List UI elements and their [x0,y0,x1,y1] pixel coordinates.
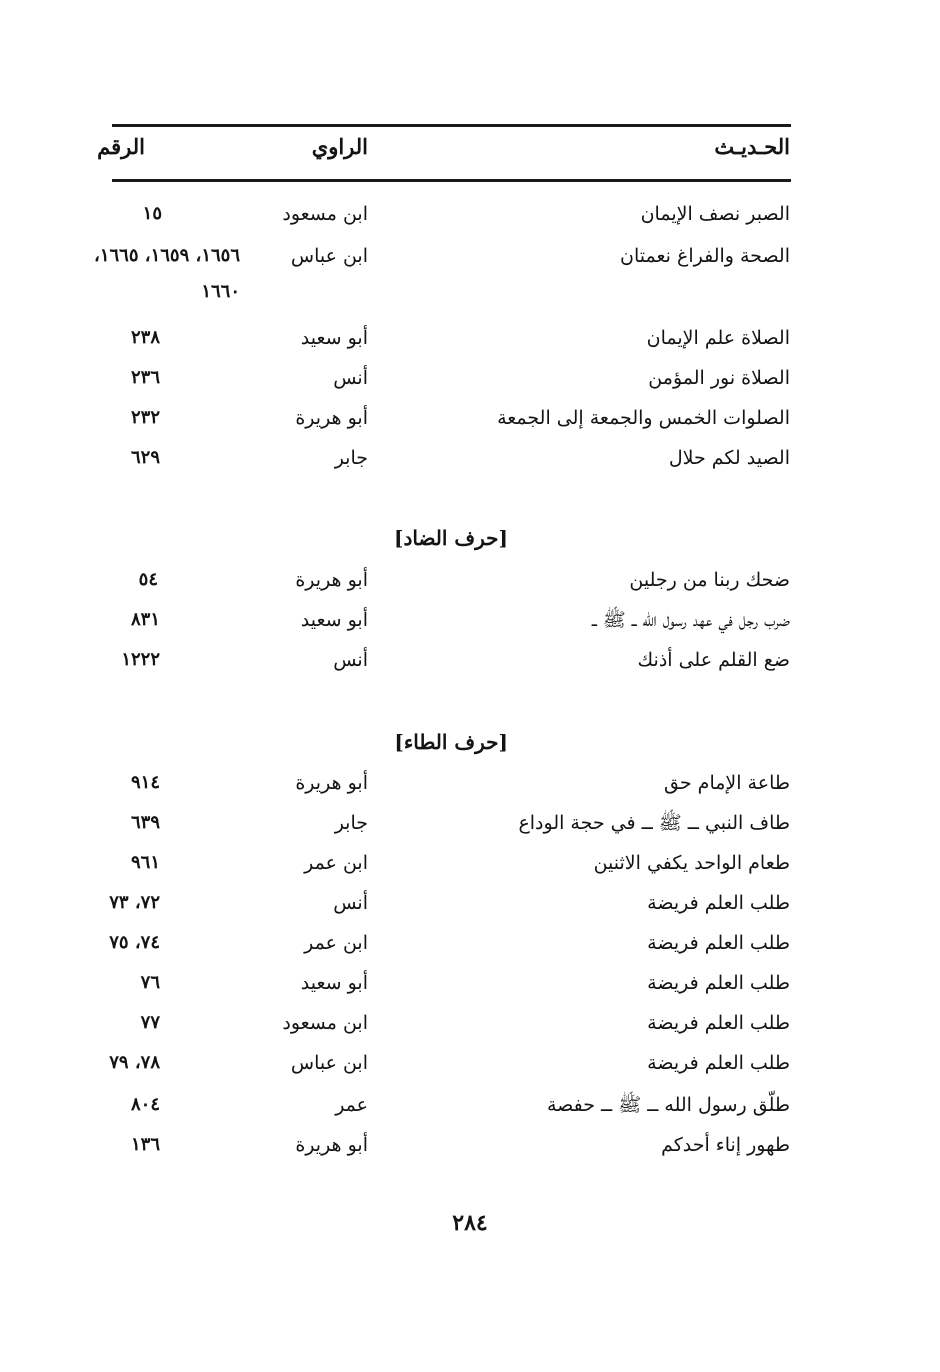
hadith-number: ٧٢، ٧٣ [109,892,160,913]
narrator-name: أبو هريرة [295,569,368,591]
table-row [0,640,940,680]
hadith-text: ضحك ربنا من رجلين [629,569,790,591]
hadith-number-continued: ١٦٦٠ [201,281,240,302]
hadith-number: ٦٢٩ [130,447,160,468]
hadith-number: ٩٦١ [130,852,160,873]
hadith-number: ١٢٢٢ [121,649,160,670]
hadith-number: ٧٤، ٧٥ [109,932,160,953]
hadith-number: ١٣٦ [130,1134,160,1155]
column-header-number: الرقم [97,134,145,159]
hadith-text: الصحة والفراغ نعمتان [620,245,790,267]
narrator-name: أبو هريرة [295,772,368,794]
narrator-name: أبو هريرة [295,1134,368,1156]
narrator-name: أبو سعيد [300,327,368,349]
table-top-rule [112,124,791,127]
hadith-number: ٨٠٤ [130,1094,160,1115]
hadith-text: طاف النبي ــ ﷺ ــ في حجة الوداع [518,812,790,834]
narrator-name: ابن مسعود [282,1012,368,1034]
table-row [0,236,940,302]
hadith-number: ٢٣٨ [130,327,160,348]
table-row [0,803,940,843]
table-row [0,843,940,883]
table-row [0,1003,940,1043]
hadith-text: ضرب رجل في عهد رسول الله ــ ﷺ ــ [591,609,790,631]
section-heading-ta: [حرف الطاء] [394,730,508,754]
narrator-name: أنس [333,367,368,389]
table-row [0,560,940,600]
hadith-text: ضع القلم على أذنك [637,649,790,671]
hadith-text: الصيد لكم حلال [668,447,790,469]
hadith-number: ٧٧ [140,1012,160,1033]
narrator-name: ابن عباس [290,245,368,267]
hadith-text: طلب العلم فريضة [647,932,790,954]
hadith-text: الصلاة علم الإيمان [646,327,790,349]
narrator-name: أبو سعيد [300,609,368,631]
hadith-text: طلب العلم فريضة [647,1012,790,1034]
narrator-name: عمر [335,1094,368,1116]
narrator-name: جابر [334,447,368,469]
hadith-number: ٥٤ [138,569,158,590]
section-heading-dad: [حرف الضاد] [393,526,508,550]
narrator-name: أنس [333,892,368,914]
hadith-text: طهور إناء أحدكم [661,1134,790,1156]
hadith-text: طاعة الإمام حق [664,772,790,794]
hadith-text: طلب العلم فريضة [647,972,790,994]
table-row [0,398,940,438]
table-header-rule [112,179,791,182]
table-row [0,318,940,358]
table-row [0,358,940,398]
hadith-text: طلب العلم فريضة [647,892,790,914]
table-row [0,1085,940,1125]
hadith-text: الصلاة نور المؤمن [648,367,790,389]
hadith-number: ٢٣٦ [130,367,160,388]
hadith-number: ١٦٥٦، ١٦٥٩، ١٦٦٥، [94,245,240,266]
narrator-name: ابن عباس [290,1052,368,1074]
column-header-hadith: الحـديـث [714,134,790,159]
table-row [0,763,940,803]
narrator-name: جابر [334,812,368,834]
hadith-text: طلّق رسول الله ــ ﷺ ــ حفصة [547,1094,790,1116]
page-number: ٢٨٤ [452,1210,488,1236]
hadith-number: ٨٣١ [130,609,160,630]
narrator-name: ابن عمر [304,932,368,954]
hadith-number: ٧٦ [140,972,160,993]
hadith-number: ٩١٤ [130,772,160,793]
hadith-text: طلب العلم فريضة [647,1052,790,1074]
hadith-text: طعام الواحد يكفي الاثنين [593,852,790,874]
hadith-number: ٢٣٢ [130,407,160,428]
narrator-name: ابن عمر [304,852,368,874]
hadith-text: الصبر نصف الإيمان [640,203,790,225]
hadith-text: الصلوات الخمس والجمعة إلى الجمعة [497,407,790,429]
hadith-number: ٦٣٩ [130,812,160,833]
table-row [0,963,940,1003]
table-row [0,883,940,923]
table-row [0,923,940,963]
column-header-narrator: الراوي [311,134,368,159]
hadith-number: ٧٨، ٧٩ [109,1052,160,1073]
table-row [0,600,940,640]
hadith-number: ١٥ [142,203,162,224]
narrator-name: أبو سعيد [300,972,368,994]
table-row [0,1125,940,1165]
table-row [0,1043,940,1083]
narrator-name: أبو هريرة [295,407,368,429]
narrator-name: ابن مسعود [282,203,368,225]
narrator-name: أنس [333,649,368,671]
table-row [0,438,940,478]
table-row [0,194,940,234]
